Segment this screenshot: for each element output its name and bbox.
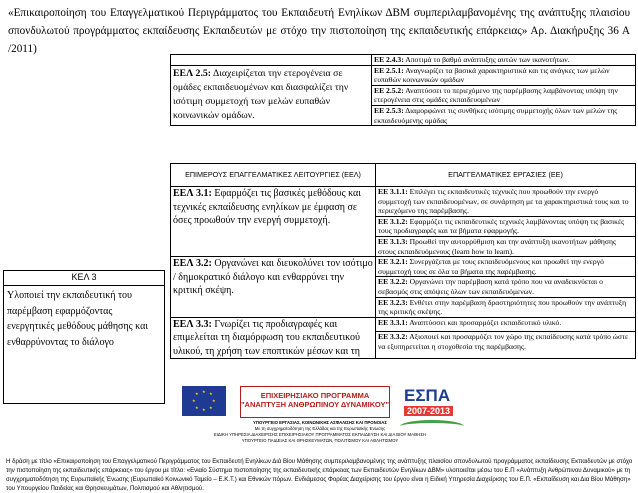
task-text: Αξιοποιεί και προσαρμόζει τον χώρο της εκπαίδευσης κατά τρόπο ώστε να εξυπηρετείται η στοχοθεσία της παρέμβασης. (378, 332, 629, 351)
table-cell (376, 277, 636, 297)
document-header: «Επικαιροποίηση του Επαγγελματικού Περιγράμματος του Εκπαιδευτή Ενηλίκων ΔΒΜ συμπεριλαμβανομένης της ανάπτυξης πλαισίου σπονδυλωτού προγράμματος εκπαίδευσης Εκπαιδευτών με στόχο την πιστοποίηση της εκπαιδευτικής επάρκειας» Αρ. Διακήρυξης 36 Α /2011) (8, 7, 630, 55)
table-header-row (171, 164, 636, 187)
ministry-line: ΥΠΟΥΡΓΕΙΟ ΕΡΓΑΣΙΑΣ, ΚΟΙΝΩΝΙΚΗΣ ΑΣΦΑΛΙΣΗΣ ΚΑΙ ΠΡΟΝΟΙΑΣ (253, 420, 387, 425)
ministry-block (170, 420, 470, 444)
function-text: Οργανώνει και διευκολύνει τον ισότιμο / δημοκρατικό διάλογο και ενθαρρύνει την κριτική σκέψη. (173, 258, 373, 297)
table-cell (372, 65, 636, 85)
table-row (4, 286, 165, 404)
ministry-line: Με τη συγχρηματοδότηση της Ελλάδας και της Ευρωπαϊκής Ένωσης (254, 426, 386, 431)
task-code: ΕΕ 3.3.1: (378, 317, 408, 327)
function-cell (171, 187, 376, 257)
table-cell (376, 297, 636, 317)
function-code: ΕΕΛ 3.3: (173, 318, 212, 330)
table-cell (376, 187, 636, 217)
task-code: ΕΕ 3.3.2: (378, 332, 408, 341)
table-cell-empty (171, 55, 372, 66)
espa-years: 2007-2013 (404, 406, 453, 416)
kel-header: ΚΕΛ 3 (4, 271, 165, 286)
function-cell (171, 257, 376, 318)
task-code: ΕΕ 3.1.3: (378, 236, 408, 246)
task-text: Εφαρμόζει τις εκπαιδευτικές τεχνικές λαμβάνοντας υπόψη τις βασικές τους προδιαγραφές και τα βήματα εφαρμογής. (378, 216, 625, 236)
table-row (171, 65, 636, 85)
table-header-row (4, 271, 165, 286)
table-kel-3 (170, 163, 636, 359)
function-text: Διαχειρίζεται την ετερογένεια σε ομάδες εκπαιδευομένων και διασφαλίζει την ισότιμη συμμετοχή των μελών ευπαθών κοινωνικών ομάδων. (173, 68, 349, 122)
function-cell (171, 317, 376, 359)
table-row (171, 257, 636, 277)
function-cell (171, 65, 372, 126)
function-text: Γνωρίζει τις προδιαγραφές και επιμελείται τη διαμόρφωση του εκπαιδευτικού υλικού, τη χρήση των εποπτικών μέσων και τη (173, 318, 361, 357)
task-text: Ενθέτει στην παρέμβαση δραστηριότητες που προωθούν την ανάπτυξη της κριτικής σκέψης. (378, 297, 627, 317)
column-header-tasks: ΕΠΑΓΓΕΛΜΑΤΙΚΕΣ ΕΡΓΑΣΙΕΣ (ΕΕ) (376, 164, 636, 187)
task-code: ΕΕ 3.2.3: (378, 297, 408, 307)
funding-footer: Η δράση με τίτλο «Επικαιροποίηση του Επαγγελματικού Περιγράμματος του Εκπαιδευτή Ενηλίκων Διά Βίου Μάθησης συμπεριλαμβανομένης της ανάπτυξης πλαισίου σπονδυλωτού προγράμματος εκπαίδευσης Εκπαιδευτών με στόχο την πιστοποίηση της εκπαιδευτικής επάρκειας» του έργου με τίτλο: «Ενιαίο Σύστημα πιστοποίησης της εκπαιδευτικής επάρκειας των Εκπαιδευτών Ενηλίκων ΔΒΜ» υλοποιείται μέσω του Ε.Π «Ανάπτυξη Ανθρώπινου Δυναμικού» με τη συγχρηματοδότηση της Ευρωπαϊκής Ένωσης (Ευρωπαϊκό Κοινωνικό Ταμείο – Ε.Κ.Τ.) και Εθνικών πόρων. Ενδιάμεσος Φορέας Διαχείρισης του έργου είναι η Ειδική Υπηρεσία Διαχείρισης του Ε.Π. «Εκπαίδευση και Δια Βίου Μάθηση» του Υπουργείου Παιδείας και Θρησκευμάτων, Πολιτισμού και Αθλητισμού. (6, 458, 633, 492)
function-code: ΕΕΛ 2.5: (173, 68, 212, 80)
task-code: ΕΕ 3.1.2: (378, 216, 408, 226)
task-text: Επιλέγει τις εκπαιδευτικές τεχνικές που προωθούν την ενεργό συμμετοχή των εκπαιδευομένων, σε συνάρτηση με τα χαρακτηριστικά τους και το περιεχόμενο της παρέμβασης. (378, 187, 629, 216)
column-header-functions: ΕΠΙΜΕΡΟΥΣ ΕΠΑΓΓΕΛΜΑΤΙΚΕΣ ΛΕΙΤΟΥΡΓΙΕΣ (ΕΕΛ) (171, 164, 376, 187)
table-cell (376, 332, 636, 359)
table-row (171, 187, 636, 217)
function-text: Εφαρμόζει τις βασικές μεθόδους και τεχνικές εκπαίδευσης ενηλίκων με έμφαση σε όσες προωθούν την ενεργή συμμετοχή. (173, 188, 361, 226)
table-cell (372, 55, 636, 66)
ministry-line: ΥΠΟΥΡΓΕΙΟ ΠΑΙΔΕΙΑΣ ΚΑΙ ΘΡΗΣΚΕΥΜΑΤΩΝ, ΠΟΛΙΤΙΣΜΟΥ ΚΑΙ ΑΘΛΗΤΙΣΜΟΥ (241, 438, 399, 443)
eu-flag-icon: ★ ★ ★ ★ ★ ★ ★ ★ (182, 386, 226, 416)
table-eel-2-5 (170, 54, 636, 126)
table-row (171, 55, 636, 66)
program-logo (240, 386, 390, 418)
task-code: ΕΕ 2.5.3: (374, 105, 404, 115)
table-cell (372, 105, 636, 125)
table-row (171, 317, 636, 331)
task-text: Οργανώνει την παρέμβαση κατά τρόπο που να αναδεικνύεται ο σεβασμός στις απόψεις όλων των εκπαιδευόμενων. (378, 277, 603, 296)
program-subtitle: "ΑΝΑΠΤΥΞΗ ΑΝΘΡΩΠΙΝΟΥ ΔΥΝΑΜΙΚΟΥ" (241, 400, 390, 409)
task-code: ΕΕ 2.5.2: (374, 85, 404, 95)
table-cell (376, 317, 636, 331)
function-code: ΕΕΛ 3.1: (173, 188, 212, 199)
task-text: Αναγνωρίζει τα βασικά χαρακτηριστικά και τις ανάγκες των μελών ευπαθών κοινωνικών ομάδων (374, 65, 610, 85)
table-cell (376, 236, 636, 256)
task-code: ΕΕ 3.2.2: (378, 277, 408, 287)
task-code: ΕΕ 3.1.1: (378, 187, 408, 196)
task-text: Διαμορφώνει τις συνθήκες ισότιμης συμμετοχής όλων των μελών της εκπαιδευόμενης ομάδας (374, 105, 618, 125)
espa-title: ΕΣΠΑ (404, 386, 451, 405)
task-code: ΕΕ 2.4.3: (374, 55, 404, 64)
task-text: Αναπτύσσει το περιεχόμενο της παρέμβασης λαμβάνοντας υπόψη την ετερογένεια στις ομάδες εκπαιδευομένων (374, 85, 618, 105)
task-text: Προωθεί την αυτορρύθμιση και την ανάπτυξη ικανοτήτων μάθησης στους εκπαιδευόμενους (learn how to learn). (378, 236, 616, 256)
task-code: ΕΕ 3.2.1: (378, 257, 408, 267)
task-text: Αναπτύσσει και προσαρμόζει εκπαιδευτικό υλικό. (407, 317, 562, 327)
task-text: Συνεργάζεται με τους εκπαιδευόμενους και προωθεί την ενεργό συμμετοχή τους σε όλα τα βήματα της παρέμβασης. (378, 257, 604, 276)
table-kel-summary (3, 270, 165, 404)
program-title: ΕΠΙΧΕΙΡΗΣΙΑΚΟ ΠΡΟΓΡΑΜΜΑ (260, 391, 370, 400)
table-cell (372, 85, 636, 105)
table-cell (376, 257, 636, 277)
kel-description: Υλοποιεί την εκπαιδευτική του παρέμβαση εφαρμόζοντας ενεργητικές μεθόδους μάθησης και ενθαρρύνοντας το διάλογο (4, 286, 165, 404)
function-code: ΕΕΛ 3.2: (173, 258, 212, 270)
ministry-line: ΕΙΔΙΚΗ ΥΠΗΡΕΣΙΑ ΔΙΑΧΕΙΡΙΣΗΣ ΕΠΙΧΕΙΡΗΣΙΑΚΟΥ ΠΡΟΓΡΑΜΜΑΤΟΣ ΕΚΠΑΙΔΕΥΣΗ ΚΑΙ ΔΙΑ ΒΙΟΥ ΜΑΘΗΣΗ (213, 432, 427, 437)
task-code: ΕΕ 2.5.1: (374, 65, 404, 75)
table-cell (376, 216, 636, 236)
task-text: Αποτιμά το βαθμό ανάπτυξης αυτών των ικανοτήτων. (403, 55, 570, 64)
